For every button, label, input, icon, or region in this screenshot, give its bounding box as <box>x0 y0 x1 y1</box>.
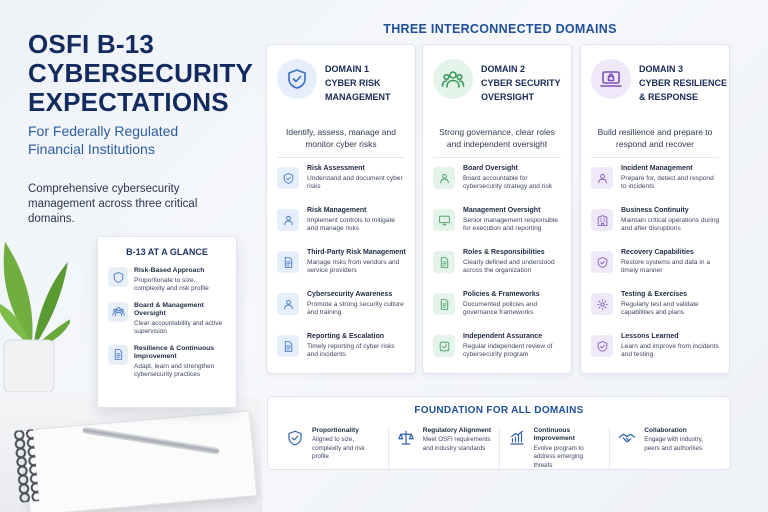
domain-item-text <box>621 291 721 333</box>
domain-divider <box>277 157 405 158</box>
foundation-item-desc: Engage with industry, peers and authorities <box>644 436 703 452</box>
glance-item-icon <box>108 345 128 365</box>
domain-item-list <box>591 165 721 375</box>
domain-name <box>481 62 561 104</box>
page-description: Comprehensive cybersecurity management across three critical domains. <box>28 183 198 225</box>
domain-item <box>433 333 563 375</box>
domain-item-text <box>463 165 563 207</box>
domain-header <box>277 59 391 104</box>
domain-item-desc: Clearly defined and understood across the organization <box>463 258 555 275</box>
domain-number: DOMAIN 3 <box>639 64 684 74</box>
domain-item <box>591 165 721 207</box>
domain-item-title: Policies & Frameworks <box>463 291 540 298</box>
foundation-items <box>278 427 720 470</box>
domain-item-title: Board Oversight <box>463 165 518 172</box>
foundation-item-icon <box>284 427 306 449</box>
foundation-item-text <box>423 427 493 470</box>
foundation-item <box>278 427 388 470</box>
person-icon <box>438 172 451 185</box>
glance-item-text <box>134 302 226 337</box>
domain-item-title: Cybersecurity Awareness <box>307 291 393 298</box>
domain-item-title: Incident Management <box>621 165 693 172</box>
domain-item-title: Risk Assessment <box>307 165 365 172</box>
domain-name-line1: CYBER RISK <box>325 78 381 88</box>
foundation-item-desc: Aligned to size, complexity and risk profile <box>312 436 365 461</box>
domain-item-icon <box>591 209 613 231</box>
domain-item-icon <box>277 167 299 189</box>
domain-item-icon <box>433 293 455 315</box>
building-icon <box>596 214 609 227</box>
foundation-item-desc: Meet OSFI requirements and industry standards <box>422 436 491 452</box>
domain-item-title: Third-Party Risk Management <box>307 249 406 256</box>
domain-item-icon <box>277 209 299 231</box>
domain-item-text <box>463 291 563 333</box>
domain-item-desc: Promote a strong security culture and training <box>307 300 404 317</box>
domain-item <box>591 333 721 375</box>
domain-name <box>639 62 727 104</box>
domain-item-title: Risk Management <box>307 207 367 214</box>
domain-item-desc: Documented policies and governance frameworks <box>463 300 538 317</box>
glance-item-desc: Clear accountability and active supervision <box>134 319 223 335</box>
shield-check-icon <box>285 67 309 91</box>
glance-item-title: Risk-Based Approach <box>134 267 205 274</box>
domain-badge <box>277 59 317 99</box>
shield-check-icon <box>286 429 304 447</box>
glance-item-desc: Adapt, learn and strengthen cybersecurity practices <box>134 362 215 378</box>
glance-item-text <box>134 267 226 294</box>
foundation-item-icon <box>395 427 417 449</box>
domain-item-desc: Maintain critical operations during and after disruptions <box>621 216 720 233</box>
document-icon <box>112 348 125 361</box>
domain-item <box>433 249 563 291</box>
domain-item-icon <box>433 251 455 273</box>
domain-item-text <box>463 333 563 375</box>
domain-item-icon <box>591 167 613 189</box>
domain-number: DOMAIN 1 <box>325 64 370 74</box>
domain-item-title: Business Continuity <box>621 207 689 214</box>
domain-item-desc: Learn and improve from incidents and testing <box>621 342 719 359</box>
document-icon <box>282 340 295 353</box>
domain-item-text <box>307 249 407 291</box>
domain-item <box>277 291 407 333</box>
domain-tagline: Build resilience and prepare to respond and recover <box>597 127 713 149</box>
glance-item <box>108 302 226 337</box>
domain-divider <box>433 157 561 158</box>
domain-item-text <box>307 207 407 249</box>
foundation-item-title: Proportionality <box>312 427 359 434</box>
person-icon <box>596 172 609 185</box>
domain-item-desc: Restore systems and data in a timely manner <box>621 258 711 275</box>
domain-item-text <box>307 291 407 333</box>
domain-item-desc: Regular independent review of cybersecurity program <box>463 342 553 359</box>
document-icon <box>282 256 295 269</box>
domain-item-icon <box>277 293 299 315</box>
domain-item-icon <box>277 251 299 273</box>
section-title: THREE INTERCONNECTED DOMAINS <box>383 22 617 36</box>
domain-item <box>277 249 407 291</box>
domain-item-title: Reporting & Escalation <box>307 333 385 340</box>
foundation-panel <box>267 396 731 470</box>
laptop-lock-icon <box>599 67 623 91</box>
people-icon <box>441 67 465 91</box>
monitor-icon <box>438 214 451 227</box>
glance-item-text <box>134 345 226 380</box>
domain-panel-1 <box>266 44 416 374</box>
domain-name-line1: CYBER RESILIENCE <box>639 78 728 88</box>
glance-item-desc: Proportionate to size, complexity and risk profile <box>134 276 209 292</box>
foundation-title: FOUNDATION FOR ALL DOMAINS <box>414 405 584 416</box>
domain-item-icon <box>591 335 613 357</box>
glance-item-title: Board & Management Oversight <box>134 301 204 317</box>
domain-item-title: Management Oversight <box>463 207 541 214</box>
domain-item-desc: Manage risks from vendors and service providers <box>307 258 400 275</box>
foundation-item <box>609 427 720 470</box>
page-subtitle: For Federally Regulated Financial Institutions <box>28 123 179 157</box>
foundation-item-title: Regulatory Alignment <box>422 427 492 434</box>
domain-name-line2: MANAGEMENT <box>325 92 391 102</box>
foundation-item-desc: Evolve program to address emerging threats <box>533 444 584 469</box>
domain-panel-3 <box>580 44 730 374</box>
glance-card <box>97 236 237 408</box>
domain-item <box>277 207 407 249</box>
domain-item-desc: Implement controls to mitigate and manage risks <box>307 216 395 233</box>
foundation-item <box>388 427 499 470</box>
person-icon <box>282 298 295 311</box>
domain-panel-2 <box>422 44 572 374</box>
foundation-item-text <box>534 427 604 470</box>
domain-item-text <box>621 249 721 291</box>
page-title: OSFI B-13 CYBERSECURITY EXPECTATIONS <box>28 29 254 117</box>
domain-item-text <box>463 249 563 291</box>
plant-illustration <box>0 222 70 392</box>
domain-item-text <box>621 333 721 375</box>
chart-up-icon <box>508 429 526 447</box>
domain-item <box>591 249 721 291</box>
glance-title: B-13 AT A GLANCE <box>126 247 208 257</box>
domain-item-icon <box>433 209 455 231</box>
domain-item-icon <box>591 251 613 273</box>
foundation-item-icon <box>506 427 528 449</box>
handshake-icon <box>618 429 636 447</box>
domain-item <box>433 207 563 249</box>
domain-header <box>433 59 561 104</box>
domain-item <box>591 291 721 333</box>
domain-item-desc: Board accountable for cybersecurity strategy and risk <box>463 174 553 191</box>
foundation-item-title: Continuous Improvement <box>533 427 575 443</box>
domain-item-icon <box>433 335 455 357</box>
gear-icon <box>596 298 609 311</box>
document-icon <box>438 298 451 311</box>
domain-item-icon <box>433 167 455 189</box>
domain-item-text <box>621 207 721 249</box>
shield-icon <box>112 271 125 284</box>
foundation-item-text <box>644 427 714 470</box>
domain-item <box>433 165 563 207</box>
person-icon <box>282 214 295 227</box>
domain-item-title: Testing & Exercises <box>621 291 688 298</box>
shield-check-icon <box>596 256 609 269</box>
domain-name-line2: & RESPONSE <box>639 92 699 102</box>
domain-item-text <box>621 165 721 207</box>
domain-number: DOMAIN 2 <box>481 64 526 74</box>
domain-tagline: Identify, assess, manage and monitor cyber risks <box>286 127 396 149</box>
glance-list <box>108 267 226 380</box>
foundation-item-icon <box>616 427 638 449</box>
domain-item <box>277 165 407 207</box>
domain-badge <box>591 59 631 99</box>
domain-item-desc: Prepare for, detect and respond to incidents <box>621 174 714 191</box>
domain-tagline: Strong governance, clear roles and independent oversight <box>439 127 555 149</box>
domain-item-title: Lessons Learned <box>621 333 679 340</box>
glance-item <box>108 345 226 380</box>
foundation-item-title: Collaboration <box>644 427 687 434</box>
domain-name-line1: CYBER SECURITY <box>481 78 561 88</box>
domain-badge <box>433 59 473 99</box>
glance-item <box>108 267 226 294</box>
domain-item-title: Recovery Capabilities <box>621 249 694 256</box>
domain-item-desc: Regularly test and validate capabilities and plans <box>621 300 699 317</box>
domain-name <box>325 62 391 104</box>
domain-item-text <box>307 165 407 207</box>
domain-item-list <box>277 165 407 375</box>
shield-check-icon <box>282 172 295 185</box>
foundation-item <box>499 427 610 470</box>
glance-item-icon <box>108 302 128 322</box>
domain-divider <box>591 157 719 158</box>
domain-item-list <box>433 165 563 375</box>
domain-item-desc: Timely reporting of cyber risks and incidents <box>307 342 395 359</box>
domain-item-title: Roles & Responsibilities <box>463 249 545 256</box>
scales-icon <box>397 429 415 447</box>
glance-item-icon <box>108 267 128 287</box>
domain-item <box>277 333 407 375</box>
glance-item-title: Resilience & Continuous Improvement <box>134 344 215 360</box>
domain-item <box>433 291 563 333</box>
check-icon <box>438 340 451 353</box>
shield-check-icon <box>596 340 609 353</box>
domain-item-icon <box>591 293 613 315</box>
domain-header <box>591 59 727 104</box>
domain-item-icon <box>277 335 299 357</box>
domain-item-text <box>307 333 407 375</box>
domain-item-text <box>463 207 563 249</box>
people-icon <box>112 305 125 318</box>
foundation-item-text <box>312 427 382 470</box>
domain-name-line2: OVERSIGHT <box>481 92 535 102</box>
document-icon <box>438 256 451 269</box>
domain-item <box>591 207 721 249</box>
domain-item-title: Independent Assurance <box>463 333 543 340</box>
domain-item-desc: Understand and document cyber risks <box>307 174 403 191</box>
domain-item-desc: Senior management responsible for execution and reporting <box>463 216 558 233</box>
